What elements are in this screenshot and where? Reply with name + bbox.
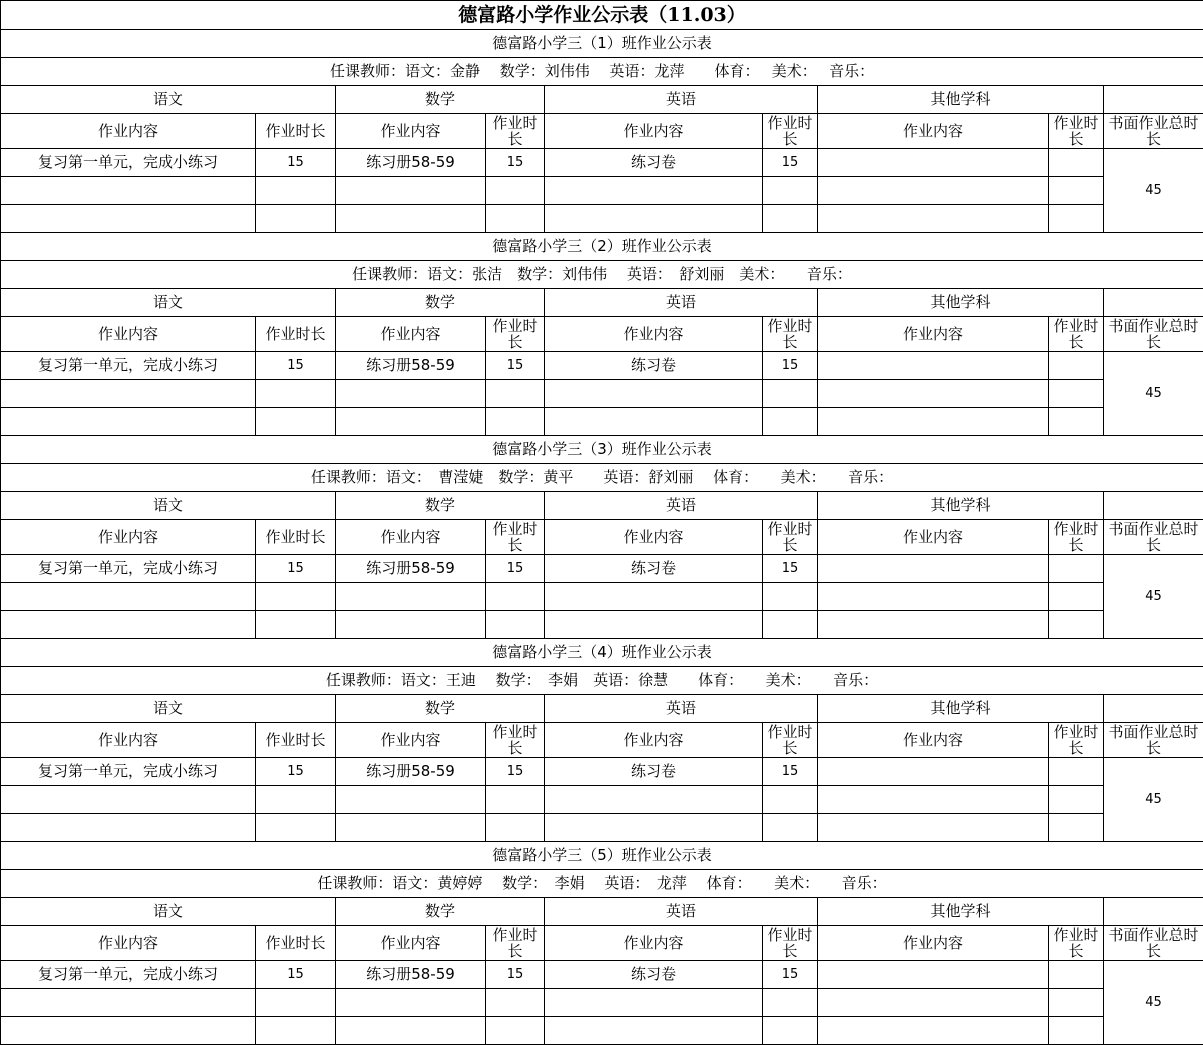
col-header-duration: 作业时长 xyxy=(486,114,545,149)
col-header-content: 作业内容 xyxy=(336,520,486,555)
empty-cell xyxy=(336,989,486,1017)
empty-cell xyxy=(256,989,336,1017)
col-header-duration: 作业时长 xyxy=(1049,520,1104,555)
empty-cell xyxy=(486,583,545,611)
empty-cell xyxy=(545,380,763,408)
empty-cell xyxy=(818,408,1049,436)
empty-cell xyxy=(256,205,336,233)
math-time: 15 xyxy=(486,961,545,989)
english-content: 练习卷 xyxy=(545,352,763,380)
col-header-content: 作业内容 xyxy=(545,317,763,352)
empty-cell xyxy=(256,177,336,205)
col-header-content: 作业内容 xyxy=(336,317,486,352)
total-time: 45 xyxy=(1104,758,1203,842)
empty-cell xyxy=(818,177,1049,205)
subject-math: 数学 xyxy=(336,289,545,317)
subject-english: 英语 xyxy=(545,898,818,926)
col-header-duration: 作业时长 xyxy=(1049,723,1104,758)
table-row xyxy=(1,758,1203,786)
table-row xyxy=(1,1017,1203,1045)
col-header-duration: 作业时长 xyxy=(256,520,336,555)
empty-cell xyxy=(486,786,545,814)
empty-cell xyxy=(1049,408,1104,436)
col-header-duration: 作业时长 xyxy=(763,114,818,149)
chinese-time: 15 xyxy=(256,555,336,583)
table-row xyxy=(1,814,1203,842)
empty-cell xyxy=(486,408,545,436)
col-header-content: 作业内容 xyxy=(1,926,256,961)
subject-english: 英语 xyxy=(545,695,818,723)
teacher-line: 任课教师：语文： 曹滢婕 数学：黄平 英语：舒刘丽 体育： 美术： 音乐： xyxy=(1,464,1203,492)
col-header-total: 书面作业总时长 xyxy=(1104,317,1203,352)
empty-cell xyxy=(486,814,545,842)
subject-english: 英语 xyxy=(545,492,818,520)
empty-cell xyxy=(256,814,336,842)
empty-cell xyxy=(763,786,818,814)
col-header-duration: 作业时长 xyxy=(1049,317,1104,352)
table-row xyxy=(1,786,1203,814)
subject-english: 英语 xyxy=(545,86,818,114)
empty-cell xyxy=(1049,177,1104,205)
empty-cell xyxy=(763,380,818,408)
chinese-content: 复习第一单元，完成小练习 xyxy=(1,352,256,380)
empty-cell xyxy=(1,786,256,814)
empty-cell xyxy=(1049,380,1104,408)
class-title: 德富路小学三（4）班作业公示表 xyxy=(1,639,1203,667)
math-time: 15 xyxy=(486,352,545,380)
teacher-line: 任课教师：语文：张洁 数学：刘伟伟 英语： 舒刘丽 美术： 音乐： xyxy=(1,261,1203,289)
class-title: 德富路小学三（3）班作业公示表 xyxy=(1,436,1203,464)
col-header-content: 作业内容 xyxy=(545,926,763,961)
empty-cell xyxy=(1,177,256,205)
col-header-content: 作业内容 xyxy=(1,114,256,149)
empty-cell xyxy=(545,814,763,842)
math-content: 练习册58-59 xyxy=(336,961,486,989)
empty-cell xyxy=(256,1017,336,1045)
english-content: 练习卷 xyxy=(545,961,763,989)
col-header-content: 作业内容 xyxy=(1,317,256,352)
empty-cell xyxy=(818,380,1049,408)
english-time: 15 xyxy=(763,149,818,177)
col-header-content: 作业内容 xyxy=(818,114,1049,149)
col-header-duration: 作业时长 xyxy=(763,723,818,758)
col-header-content: 作业内容 xyxy=(545,114,763,149)
col-header-total: 书面作业总时长 xyxy=(1104,723,1203,758)
blank-cell xyxy=(1104,86,1203,114)
english-content: 练习卷 xyxy=(545,149,763,177)
total-time: 45 xyxy=(1104,149,1203,233)
empty-cell xyxy=(486,380,545,408)
subject-chinese: 语文 xyxy=(1,695,336,723)
empty-cell xyxy=(545,177,763,205)
other-content xyxy=(818,149,1049,177)
col-header-content: 作业内容 xyxy=(818,723,1049,758)
empty-cell xyxy=(763,814,818,842)
empty-cell xyxy=(818,583,1049,611)
chinese-time: 15 xyxy=(256,961,336,989)
empty-cell xyxy=(1049,205,1104,233)
subject-chinese: 语文 xyxy=(1,898,336,926)
english-time: 15 xyxy=(763,555,818,583)
col-header-content: 作业内容 xyxy=(818,317,1049,352)
blank-cell xyxy=(1104,898,1203,926)
chinese-time: 15 xyxy=(256,352,336,380)
col-header-total: 书面作业总时长 xyxy=(1104,926,1203,961)
col-header-content: 作业内容 xyxy=(1,520,256,555)
chinese-time: 15 xyxy=(256,149,336,177)
empty-cell xyxy=(545,408,763,436)
subject-other: 其他学科 xyxy=(818,86,1104,114)
col-header-duration: 作业时长 xyxy=(763,317,818,352)
empty-cell xyxy=(486,205,545,233)
table-row xyxy=(1,177,1203,205)
empty-cell xyxy=(486,1017,545,1045)
col-header-content: 作业内容 xyxy=(545,723,763,758)
empty-cell xyxy=(1,989,256,1017)
table-row xyxy=(1,205,1203,233)
empty-cell xyxy=(1,408,256,436)
empty-cell xyxy=(1049,814,1104,842)
empty-cell xyxy=(256,583,336,611)
col-header-total: 书面作业总时长 xyxy=(1104,520,1203,555)
empty-cell xyxy=(336,177,486,205)
blank-cell xyxy=(1104,695,1203,723)
other-time xyxy=(1049,352,1104,380)
subject-other: 其他学科 xyxy=(818,289,1104,317)
other-time xyxy=(1049,961,1104,989)
col-header-duration: 作业时长 xyxy=(1049,114,1104,149)
empty-cell xyxy=(818,989,1049,1017)
empty-cell xyxy=(336,814,486,842)
empty-cell xyxy=(763,1017,818,1045)
empty-cell xyxy=(1,205,256,233)
subject-math: 数学 xyxy=(336,898,545,926)
empty-cell xyxy=(818,611,1049,639)
teacher-line: 任课教师：语文：黄婷婷 数学： 李娟 英语： 龙萍 体育： 美术： 音乐： xyxy=(1,870,1203,898)
empty-cell xyxy=(818,786,1049,814)
col-header-content: 作业内容 xyxy=(336,114,486,149)
subject-other: 其他学科 xyxy=(818,695,1104,723)
chinese-content: 复习第一单元，完成小练习 xyxy=(1,555,256,583)
empty-cell xyxy=(1049,989,1104,1017)
empty-cell xyxy=(763,205,818,233)
total-time: 45 xyxy=(1104,352,1203,436)
english-time: 15 xyxy=(763,352,818,380)
total-time: 45 xyxy=(1104,555,1203,639)
teacher-line: 任课教师：语文：王迪 数学： 李娟 英语：徐慧 体育： 美术： 音乐： xyxy=(1,667,1203,695)
empty-cell xyxy=(486,177,545,205)
other-content xyxy=(818,758,1049,786)
sheet-title: 德富路小学作业公示表（11.03） xyxy=(1,1,1203,30)
other-time xyxy=(1049,758,1104,786)
empty-cell xyxy=(545,583,763,611)
empty-cell xyxy=(486,989,545,1017)
empty-cell xyxy=(1049,583,1104,611)
empty-cell xyxy=(763,611,818,639)
subject-chinese: 语文 xyxy=(1,492,336,520)
empty-cell xyxy=(336,611,486,639)
other-content xyxy=(818,555,1049,583)
col-header-duration: 作业时长 xyxy=(486,520,545,555)
empty-cell xyxy=(545,1017,763,1045)
empty-cell xyxy=(336,583,486,611)
col-header-duration: 作业时长 xyxy=(1049,926,1104,961)
blank-cell xyxy=(1104,289,1203,317)
subject-other: 其他学科 xyxy=(818,898,1104,926)
class-title: 德富路小学三（2）班作业公示表 xyxy=(1,233,1203,261)
english-time: 15 xyxy=(763,961,818,989)
table-row xyxy=(1,961,1203,989)
other-content xyxy=(818,352,1049,380)
table-row xyxy=(1,583,1203,611)
empty-cell xyxy=(256,408,336,436)
col-header-duration: 作业时长 xyxy=(763,520,818,555)
empty-cell xyxy=(763,583,818,611)
math-content: 练习册58-59 xyxy=(336,149,486,177)
empty-cell xyxy=(1049,1017,1104,1045)
subject-english: 英语 xyxy=(545,289,818,317)
empty-cell xyxy=(256,380,336,408)
empty-cell xyxy=(336,1017,486,1045)
empty-cell xyxy=(1049,611,1104,639)
empty-cell xyxy=(545,989,763,1017)
empty-cell xyxy=(1,611,256,639)
col-header-content: 作业内容 xyxy=(336,926,486,961)
empty-cell xyxy=(545,205,763,233)
col-header-content: 作业内容 xyxy=(1,723,256,758)
table-row xyxy=(1,555,1203,583)
chinese-content: 复习第一单元，完成小练习 xyxy=(1,149,256,177)
subject-math: 数学 xyxy=(336,695,545,723)
subject-chinese: 语文 xyxy=(1,289,336,317)
empty-cell xyxy=(818,1017,1049,1045)
chinese-time: 15 xyxy=(256,758,336,786)
teacher-line: 任课教师：语文：金静 数学：刘伟伟 英语：龙萍 体育： 美术： 音乐： xyxy=(1,58,1203,86)
empty-cell xyxy=(486,611,545,639)
chinese-content: 复习第一单元，完成小练习 xyxy=(1,758,256,786)
empty-cell xyxy=(545,611,763,639)
math-content: 练习册58-59 xyxy=(336,352,486,380)
empty-cell xyxy=(763,408,818,436)
col-header-duration: 作业时长 xyxy=(256,317,336,352)
col-header-duration: 作业时长 xyxy=(486,723,545,758)
table-row xyxy=(1,611,1203,639)
empty-cell xyxy=(336,205,486,233)
empty-cell xyxy=(1,380,256,408)
table-row xyxy=(1,989,1203,1017)
empty-cell xyxy=(763,177,818,205)
col-header-total: 书面作业总时长 xyxy=(1104,114,1203,149)
empty-cell xyxy=(818,205,1049,233)
table-row xyxy=(1,352,1203,380)
empty-cell xyxy=(545,786,763,814)
empty-cell xyxy=(1,583,256,611)
total-time: 45 xyxy=(1104,961,1203,1045)
english-content: 练习卷 xyxy=(545,555,763,583)
empty-cell xyxy=(1,1017,256,1045)
empty-cell xyxy=(256,786,336,814)
empty-cell xyxy=(256,611,336,639)
empty-cell xyxy=(336,408,486,436)
math-time: 15 xyxy=(486,758,545,786)
col-header-duration: 作业时长 xyxy=(763,926,818,961)
other-time xyxy=(1049,149,1104,177)
table-row xyxy=(1,149,1203,177)
blank-cell xyxy=(1104,492,1203,520)
table-row xyxy=(1,408,1203,436)
col-header-content: 作业内容 xyxy=(818,926,1049,961)
class-title: 德富路小学三（5）班作业公示表 xyxy=(1,842,1203,870)
subject-math: 数学 xyxy=(336,86,545,114)
empty-cell xyxy=(1049,786,1104,814)
col-header-duration: 作业时长 xyxy=(486,926,545,961)
other-content xyxy=(818,961,1049,989)
english-content: 练习卷 xyxy=(545,758,763,786)
subject-math: 数学 xyxy=(336,492,545,520)
col-header-duration: 作业时长 xyxy=(256,926,336,961)
empty-cell xyxy=(336,380,486,408)
other-time xyxy=(1049,555,1104,583)
empty-cell xyxy=(763,989,818,1017)
col-header-content: 作业内容 xyxy=(336,723,486,758)
math-time: 15 xyxy=(486,149,545,177)
subject-other: 其他学科 xyxy=(818,492,1104,520)
table-row xyxy=(1,380,1203,408)
empty-cell xyxy=(336,786,486,814)
chinese-content: 复习第一单元，完成小练习 xyxy=(1,961,256,989)
english-time: 15 xyxy=(763,758,818,786)
col-header-content: 作业内容 xyxy=(545,520,763,555)
math-time: 15 xyxy=(486,555,545,583)
math-content: 练习册58-59 xyxy=(336,555,486,583)
empty-cell xyxy=(1,814,256,842)
class-title: 德富路小学三（1）班作业公示表 xyxy=(1,30,1203,58)
col-header-duration: 作业时长 xyxy=(256,114,336,149)
math-content: 练习册58-59 xyxy=(336,758,486,786)
col-header-content: 作业内容 xyxy=(818,520,1049,555)
empty-cell xyxy=(818,814,1049,842)
subject-chinese: 语文 xyxy=(1,86,336,114)
col-header-duration: 作业时长 xyxy=(486,317,545,352)
col-header-duration: 作业时长 xyxy=(256,723,336,758)
